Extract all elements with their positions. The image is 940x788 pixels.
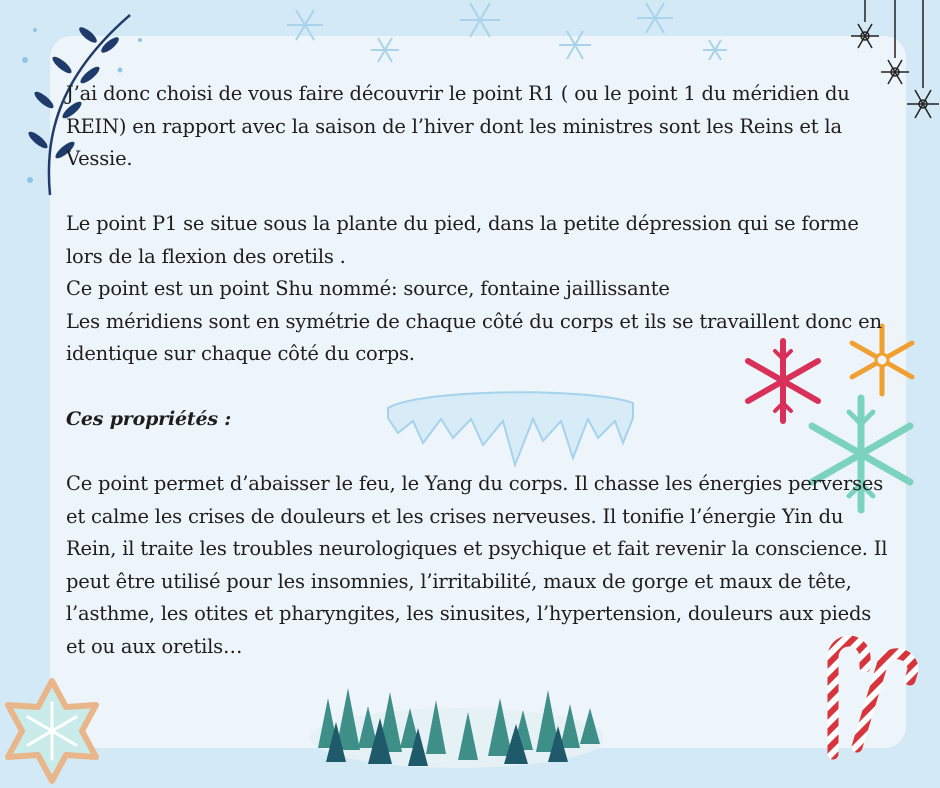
forest-icon xyxy=(308,678,603,770)
location-paragraph: Le point P1 se situe sous la plante du pied, dans la petite dépression qui se forme lors de la flexion des oretils . xyxy=(66,212,859,268)
symmetry-paragraph: Les méridiens sont en symétrie de chaque côté du corps et ils se travaillent donc en identique sur chaque côté du corps. xyxy=(66,309,882,365)
properties-paragraph: Ce point permet d’abaisser le feu, le Yang du corps. Il chasse les énergies perverses et calme les crises de douleurs et les crises nerveuses. Il tonifie l’énergie Yin du Rein, il traite les troubles neurologiques et psychique et fait revenir la conscience. Il peut être utilisé pour les insomnies, l’irritabilité, maux de gorge et maux de tête, l’asthme, les otites et pharyngites, les sinusites, l’hypertension, douleurs aux pieds et ou aux oretils… xyxy=(66,472,888,658)
cookie-snowflake-icon xyxy=(0,675,105,788)
article-body xyxy=(66,78,896,663)
intro-paragraph: J’ai donc choisi de vous faire découvrir le point R1 ( ou le point 1 du méridien du REIN) en rapport avec la saison de l’hiver dont les ministres sont les Reins et la Vessie. xyxy=(66,82,850,170)
properties-heading: Ces propriétés : xyxy=(66,408,232,430)
shu-point-paragraph: Ce point est un point Shu nommé: source, fontaine jaillissante xyxy=(66,277,670,300)
frost-snowflakes-icon xyxy=(275,0,745,70)
